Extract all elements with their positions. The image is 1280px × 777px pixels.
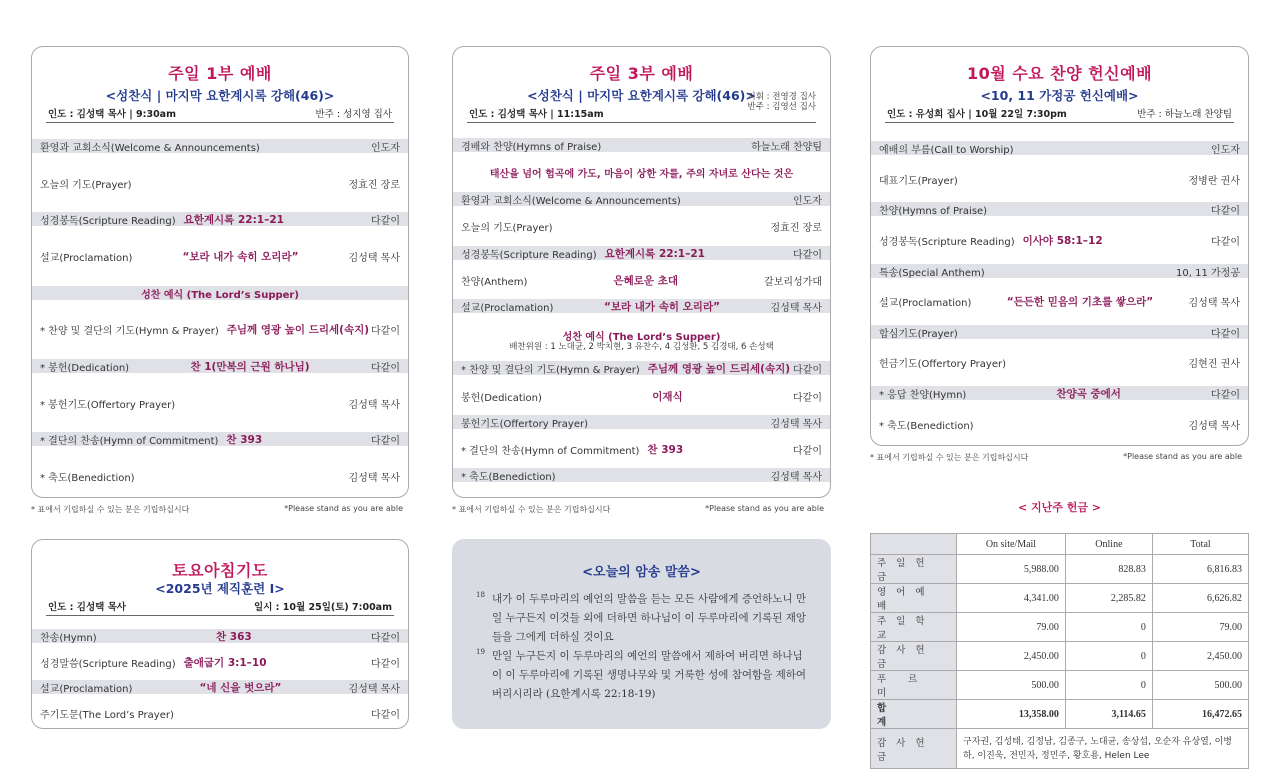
program-leader: 하늘노래 찬양팀: [751, 141, 822, 153]
program-label: 오늘의 기도(Prayer): [461, 222, 553, 234]
program-leader: 인도자: [1211, 144, 1240, 156]
offering-row: [871, 555, 1249, 584]
program-leader: 김성택 목사: [1188, 420, 1240, 432]
program-row: [32, 680, 408, 694]
program-row: [32, 139, 408, 153]
program-row: [32, 322, 408, 336]
program-detail: 주님께 영광 높이 드리세(속지): [226, 323, 370, 336]
card-title: 주일 1부 예배: [168, 64, 272, 83]
program-label: 성경말씀(Scripture Reading): [40, 658, 176, 670]
program-detail: “보라 내가 속히 오리라”: [603, 300, 720, 313]
program-row: [871, 386, 1248, 400]
program-row: [32, 469, 408, 483]
program-row: [453, 273, 830, 287]
offering-label: 감사헌금: [871, 642, 957, 671]
service-card-wednesday: [870, 46, 1249, 446]
thanks-row: [871, 729, 1249, 769]
stand-note: * 표에서 기립하실 수 있는 분은 기립하십시다 *Please stand as you are able: [452, 504, 824, 514]
program-leader: 갈보리성가대: [764, 276, 822, 288]
card-subtitle: <성찬식 | 마지막 요한계시록 강해(46)>: [527, 88, 756, 103]
program-detail: 찬 393: [226, 433, 263, 446]
program-label: 경배와 찬양(Hymns of Praise): [461, 141, 602, 153]
program-label: * 찬양 및 결단의 기도(Hymn & Prayer): [461, 364, 640, 376]
offering-table: [870, 533, 1249, 769]
leader: 인도 : 유성희 집사 | 10월 22일 7:30pm: [887, 109, 1067, 120]
card-subtitle: <성찬식 | 마지막 요한계시록 강해(46)>: [105, 88, 335, 103]
program-row: [453, 361, 830, 375]
verse-18: 18 내가 이 두루마리의 예언의 말씀을 듣는 모든 사람에게 증언하노니 만일 누구든지 이것들 외에 더하면 하나님이 이 두루마리에 기록된 재앙들을 그에게 더하실 것이요: [476, 591, 807, 643]
program-detail: 요한계시록 22:1–21: [183, 213, 284, 226]
program-leader: 김성택 목사: [770, 302, 822, 314]
offering-label: 푸르미: [871, 671, 957, 700]
program-row: [32, 359, 408, 373]
service-card-first: [31, 46, 409, 498]
program-label: * 축도(Benediction): [879, 420, 974, 432]
program-row: [871, 172, 1248, 186]
offering-total: 2,450.00: [1152, 642, 1248, 671]
program-row: [32, 286, 408, 300]
program-row: [453, 299, 830, 313]
program-row: [453, 192, 830, 206]
program-row: [453, 415, 830, 429]
program-row: [32, 432, 408, 446]
program-row: [871, 355, 1248, 369]
offering-online: 2,285.82: [1065, 584, 1152, 613]
program-leader: 다같이: [793, 392, 822, 404]
program-detail: 찬 363: [215, 630, 252, 643]
program-leader: 다같이: [793, 249, 822, 261]
offering-total: 6,626.82: [1152, 584, 1248, 613]
col-total: Total: [1152, 534, 1248, 555]
program-row: [871, 325, 1248, 339]
accompanist: 반주 : 하늘노래 찬양팀: [1137, 109, 1232, 120]
program-leader: 다같이: [371, 658, 400, 670]
program-row: [32, 629, 408, 643]
offering-total: 16,472.65: [1152, 700, 1248, 729]
offering-online: 0: [1065, 613, 1152, 642]
offering-onsite: 79.00: [957, 613, 1066, 642]
leader: 인도 : 김성택 목사 | 9:30am: [48, 109, 176, 120]
offering-header: [871, 534, 1249, 555]
program-row: [453, 165, 830, 179]
accompanist: 반주 : 성지영 집사: [315, 109, 392, 120]
program-leader: 10, 11 가정공: [1176, 267, 1240, 279]
offering-onsite: 4,341.00: [957, 584, 1066, 613]
program-leader: 다같이: [1211, 328, 1240, 340]
program-label: 오늘의 기도(Prayer): [40, 179, 132, 191]
card-subtitle: <2025년 제직훈련 I>: [155, 581, 285, 596]
program-label: 성경봉독(Scripture Reading): [461, 249, 597, 261]
offering-row: [871, 613, 1249, 642]
program-detail: 찬 393: [647, 443, 684, 456]
program-row: [32, 655, 408, 669]
program-detail: 찬양곡 중에서: [1056, 387, 1121, 400]
program-label: 찬양(Anthem): [461, 276, 528, 288]
leader-line: [885, 106, 1234, 123]
program-row: [453, 389, 830, 403]
program-leader: 정병란 권사: [1188, 175, 1240, 187]
thanks-names: 구자권, 김성태, 김정남, 김종구, 노대균, 송상섭, 오순자 유상열, 이병하, 이진욱, 전민자, 정민주, 황호용, Helen Lee: [957, 729, 1249, 769]
offering-label: 주일헌금: [871, 555, 957, 584]
program-detail: 출애굽기 3:1–10: [183, 656, 267, 669]
program-label: * 축도(Benediction): [40, 472, 135, 484]
thanks-label: 감사헌금: [871, 729, 957, 769]
program-leader: 김현진 권사: [1188, 358, 1240, 370]
program-label: * 결단의 찬송(Hymn of Commitment): [461, 445, 640, 457]
program-label: 주기도문(The Lord’s Prayer): [40, 709, 174, 721]
program-label: 봉헌(Dedication): [461, 392, 542, 404]
program-label: 환영과 교회소식(Welcome & Announcements): [461, 195, 681, 207]
col-onsite: On site/Mail: [957, 534, 1066, 555]
offering-label: 영어예배: [871, 584, 957, 613]
program-row: [32, 706, 408, 720]
leader-line: [46, 599, 394, 616]
program-leader: 다같이: [371, 435, 400, 447]
program-row: [32, 249, 408, 263]
program-leader: 인도자: [371, 142, 400, 154]
program-label: * 응답 찬양(Hymn): [879, 389, 967, 401]
offering-total: 79.00: [1152, 613, 1248, 642]
leader: 인도 : 김성택 목사 | 11:15am: [469, 109, 604, 120]
program-row: [871, 264, 1248, 278]
program-leader: 다같이: [1211, 389, 1240, 401]
program-leader: 김성택 목사: [348, 399, 400, 411]
program-label: 대표기도(Prayer): [879, 175, 958, 187]
program-detail: “네 신을 벗으라”: [199, 681, 282, 694]
leader-line: [46, 106, 394, 123]
program-row: [871, 417, 1248, 431]
program-center-text: 태산을 넘어 험곡에 가도, 마음이 상한 자를, 주의 자녀로 산다는 것은: [489, 168, 794, 180]
program-label: 설교(Proclamation): [461, 302, 554, 314]
offering-onsite: 2,450.00: [957, 642, 1066, 671]
offering-online: 0: [1065, 671, 1152, 700]
stand-note: * 표에서 기립하실 수 있는 분은 기립하십시다 *Please stand as you are able: [31, 504, 403, 514]
program-leader: 다같이: [371, 709, 400, 721]
program-detail: 은혜로운 초대: [613, 274, 678, 287]
program-leader: 다같이: [371, 632, 400, 644]
offering-title: < 지난주 헌금 >: [1017, 501, 1102, 514]
communion-servers: 배찬위원 : 1 노대균, 2 박치현, 3 유찬수, 4 김성환, 5 김경태, 6 손성택: [509, 342, 774, 352]
offering-total: 500.00: [1152, 671, 1248, 700]
service-card-third: [452, 46, 831, 498]
program-row: [453, 246, 830, 260]
program-leader: 다같이: [793, 364, 822, 376]
offering-row: [871, 671, 1249, 700]
program-detail: 주님께 영광 높이 드리세(속지): [647, 362, 791, 375]
card-title: 주일 3부 예배: [589, 64, 694, 83]
program-center-text: 성찬 예식 (The Lord’s Supper): [562, 331, 721, 343]
program-leader: 김성택 목사: [770, 418, 822, 430]
program-label: * 찬양 및 결단의 기도(Hymn & Prayer): [40, 325, 219, 337]
offering-onsite: 5,988.00: [957, 555, 1066, 584]
offering-label: 주일학교: [871, 613, 957, 642]
offering-row: [871, 642, 1249, 671]
offering-online: 3,114.65: [1065, 700, 1152, 729]
program-label: * 결단의 찬송(Hymn of Commitment): [40, 435, 219, 447]
program-row: [871, 233, 1248, 247]
program-leader: 다같이: [793, 445, 822, 457]
offering-onsite: 13,358.00: [957, 700, 1066, 729]
program-leader: 정효진 장로: [770, 222, 822, 234]
stand-note: * 표에서 기립하실 수 있는 분은 기립하십시다 *Please stand as you are able: [870, 452, 1242, 462]
program-row: [32, 176, 408, 190]
program-label: 찬양(Hymns of Praise): [879, 205, 988, 217]
card-title: 10월 수요 찬양 헌신예배: [966, 64, 1153, 83]
program-detail: “든든한 믿음의 기초를 쌓으라”: [1006, 295, 1154, 308]
program-leader: 다같이: [371, 215, 400, 227]
program-row: [453, 138, 830, 152]
program-row: [871, 202, 1248, 216]
verse-19: 19 만일 누구든지 이 두루마리의 예언의 말씀에서 제하여 버리면 하나님이 이 두루마리에 기록된 생명나무와 및 거룩한 성에 참여함을 제하여 버리시리라 (요한계시록 22:18-19): [476, 648, 807, 700]
service-card-saturday: [31, 539, 409, 729]
program-row: [453, 219, 830, 233]
program-detail: 이재식: [652, 390, 683, 403]
program-leader: 다같이: [1211, 205, 1240, 217]
program-leader: 정효진 장로: [348, 179, 400, 191]
program-row: [871, 141, 1248, 155]
program-leader: 김성택 목사: [770, 471, 822, 483]
program-leader: 다같이: [371, 362, 400, 374]
program-leader: 김성택 목사: [1188, 297, 1240, 309]
program-label: 설교(Proclamation): [879, 297, 972, 309]
offering-row: [871, 584, 1249, 613]
program-row: [32, 212, 408, 226]
program-detail: “보라 내가 속히 오리라”: [182, 250, 299, 263]
col-online: Online: [1065, 534, 1152, 555]
card-title: 토요아침기도: [172, 561, 268, 580]
program-label: 특송(Special Anthem): [879, 267, 985, 279]
offering-label: 합계: [871, 700, 957, 729]
program-label: 설교(Proclamation): [40, 683, 133, 695]
offering-online: 0: [1065, 642, 1152, 671]
verse-title: <오늘의 암송 말씀>: [582, 565, 701, 580]
card-subtitle: <10, 11 가정공 헌신예배>: [980, 88, 1139, 103]
memory-verse-box: [452, 539, 831, 729]
program-row: [453, 442, 830, 456]
offering-onsite: 500.00: [957, 671, 1066, 700]
program-leader: 김성택 목사: [348, 252, 400, 264]
program-label: 환영과 교회소식(Welcome & Announcements): [40, 142, 260, 154]
program-leader: 인도자: [793, 195, 822, 207]
program-label: 봉헌기도(Offertory Prayer): [461, 418, 588, 430]
program-detail: 이사야 58:1–12: [1022, 234, 1103, 247]
accompanist: 반주 : 김영선 집사: [747, 102, 816, 112]
program-leader: 다같이: [371, 325, 400, 337]
program-detail: 요한계시록 22:1–21: [604, 247, 705, 260]
program-label: 성경봉독(Scripture Reading): [879, 236, 1015, 248]
program-leader: 다같이: [1211, 236, 1240, 248]
program-label: 설교(Proclamation): [40, 252, 133, 264]
program-label: * 봉헌(Dedication): [40, 362, 130, 374]
service-date: 일시 : 10월 25일(토) 7:00am: [254, 602, 392, 613]
program-label: * 봉헌기도(Offertory Prayer): [40, 399, 176, 411]
conductor: 지휘 : 전영경 집사: [747, 92, 816, 102]
program-row: [871, 294, 1248, 308]
offering-row: [871, 700, 1249, 729]
program-label: 성경봉독(Scripture Reading): [40, 215, 176, 227]
program-label: 헌금기도(Offertory Prayer): [879, 358, 1006, 370]
offering-online: 828.83: [1065, 555, 1152, 584]
program-label: 예배의 부름(Call to Worship): [879, 144, 1014, 156]
program-row: [32, 396, 408, 410]
program-label: 합심기도(Prayer): [879, 328, 958, 340]
program-row: [453, 468, 830, 482]
program-label: 찬송(Hymn): [40, 632, 97, 644]
program-leader: 김성택 목사: [348, 472, 400, 484]
leader: 인도 : 김성택 목사: [48, 602, 126, 613]
program-center-text: 성찬 예식 (The Lord’s Supper): [141, 289, 299, 301]
program-detail: 찬 1(만복의 근원 하나님): [190, 360, 310, 373]
offering-total: 6,816.83: [1152, 555, 1248, 584]
program-label: * 축도(Benediction): [461, 471, 556, 483]
program-leader: 김성택 목사: [348, 683, 400, 695]
